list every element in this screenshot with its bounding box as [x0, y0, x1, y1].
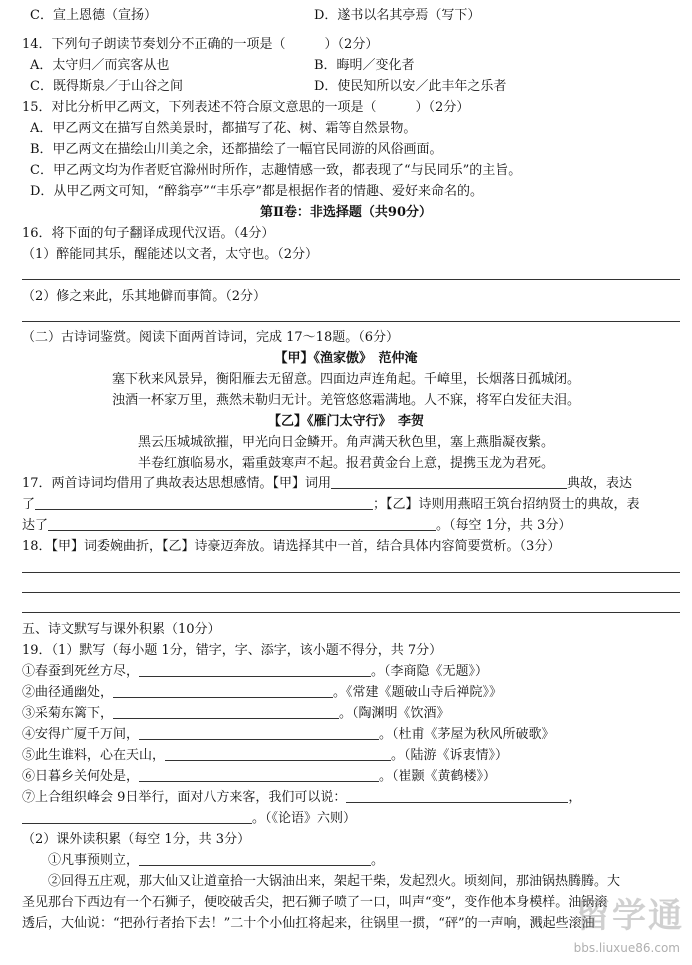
q17-text6: 。（每空 1分，共 3分）	[436, 518, 572, 533]
q16-stem: 16．将下面的句子翻译成现代汉语。（4分）	[22, 226, 275, 241]
blank-field[interactable]	[139, 767, 379, 782]
recite-item-1	[22, 662, 680, 682]
q16-sub1: （1）醉能同其乐，醒能述以文者，太守也。（2分）	[22, 247, 319, 262]
reading-passage-line1: ②回得五庄观，那大仙又让道童拾一大锅油出来，架起干柴，发起烈火。顷刻间，那油锅热腾腾。大	[48, 874, 621, 889]
watermark-url: bbs.liuxue86.com	[573, 941, 680, 955]
q13-options-row	[22, 6, 680, 26]
recite-item-4-prompt: ④安得广厦千万间，	[22, 727, 140, 742]
q14-options-cd	[22, 77, 680, 97]
sub2-title: （2）课外读积累（每空 1分，共 3分）	[22, 832, 251, 847]
q15-option-c: C．甲乙两文均为作者贬官滁州时所作，志趣情感一致，都表现了“与民同乐”的主旨。	[30, 163, 522, 178]
answer-line[interactable]	[22, 592, 680, 593]
blank-field[interactable]	[113, 683, 333, 698]
q14-option-a: A．太守归／而宾客从也	[30, 58, 170, 73]
recite-item-3-prompt: ③采菊东篱下，	[22, 706, 114, 721]
recite-item-6-source: 。（崔颢《黄鹤楼》）	[379, 769, 497, 784]
q17-text5: 达了	[22, 518, 49, 533]
recite-item-5-source: 。（陆游《诉衷情》）	[391, 748, 509, 763]
recite-item-3	[22, 704, 680, 724]
reading-item-1-end: 。	[371, 853, 385, 868]
poem-a-line1: 塞下秋来风景异，衡阳雁去无留意。四面边声连角起。千嶂里，长烟落日孤城闭。	[111, 372, 580, 387]
q17-text4: ；【乙】诗则用燕昭王筑台招纳贤士的典故，表	[373, 497, 640, 512]
recite-item-1-prompt: ①春蚕到死丝方尽，	[22, 664, 140, 679]
recite-item-7-source: 。（《论语》六则）	[252, 811, 357, 826]
recite-item-7-prompt: ⑦上合组织峰会 9日举行，面对八方来客，我们可以说：	[22, 790, 347, 805]
recite-item-2	[22, 683, 680, 703]
poem-a-title: 【甲】《渔家傲》 范仲淹	[274, 351, 418, 366]
recite-item-3-source: 。（陶渊明《饮酒》	[339, 706, 450, 721]
answer-line[interactable]	[22, 279, 680, 280]
q17-line1	[22, 474, 680, 494]
watermark-text: 留学通	[576, 896, 684, 936]
recite-item-4-source: 。（杜甫《茅屋为秋风所破歌》	[379, 727, 555, 742]
q18-stem: 18．【甲】词委婉曲折，【乙】诗豪迈奔放。请选择其中一首，结合具体内容简要赏析。（3分）	[22, 539, 561, 554]
blank-field[interactable]	[22, 809, 252, 824]
q14-option-d: D．使民知所以安／此丰年之乐者	[314, 79, 507, 94]
q15-stem: 15．对比分析甲乙两文，下列表述不符合原文意思的一项是（ ）（2分）	[22, 100, 470, 115]
blank-field[interactable]	[139, 725, 379, 740]
q15-option-a: A．甲乙两文在描写自然美景时，都描写了花、树、霜等自然景物。	[30, 121, 417, 136]
recite-item-5	[22, 746, 680, 766]
q13-option-c: C．宣上恩德（宣扬）	[30, 8, 157, 23]
poem-b-line2: 半卷红旗临易水，霜重鼓寒声不起。报君黄金台上意，提携玉龙为君死。	[137, 456, 554, 471]
q14-option-c: C．既得斯泉／于山谷之间	[30, 79, 183, 94]
recite-item-2-source: 。《常建《题破山寺后禅院》》	[333, 685, 503, 700]
answer-line[interactable]	[22, 612, 680, 613]
poem-a-line2: 浊酒一杯家万里，燕然未勒归无计。羌管悠悠霜满地。人不寐，将军白发征夫泪。	[111, 393, 580, 408]
q16-sub2: （2）修之来此，乐其地僻而事简。（2分）	[22, 289, 267, 304]
recite-item-5-prompt: ⑤此生谁料，心在天山，	[22, 748, 166, 763]
q14-options-ab	[22, 56, 680, 76]
blank-field[interactable]	[139, 662, 371, 677]
blank-field[interactable]	[139, 851, 371, 866]
reading-passage-line2: 圣见那台下西边有一个石狮子，便咬破舌尖，把石狮子喷了一口，叫声“变”，变作他本身模样。油锅滚	[22, 895, 608, 910]
part2-title: 第Ⅱ卷：非选择题（共90分）	[259, 205, 433, 220]
section2-title: （二）古诗词鉴赏。阅读下面两首诗词，完成 17～18题。（6分）	[22, 330, 399, 345]
q15-option-d: D．从甲乙两文可知，“醉翁亭”“丰乐亭”都是根据作者的情趣、爱好来命名的。	[30, 184, 484, 199]
q13-option-d: D．遂书以名其亭焉（写下）	[314, 8, 481, 23]
blank-field[interactable]	[35, 495, 373, 510]
answer-line[interactable]	[22, 572, 680, 573]
poem-b-line1: 黑云压城城欲摧，甲光向日金鳞开。角声满天秋色里，塞上燕脂凝夜紫。	[137, 435, 554, 450]
blank-field[interactable]	[113, 704, 339, 719]
recite-item-7-cont	[22, 809, 680, 829]
recite-item-2-prompt: ②曲径通幽处，	[22, 685, 114, 700]
q17-text3: 了	[22, 497, 36, 512]
q14-option-b: B．晦明／变化者	[314, 58, 415, 73]
reading-item-1	[48, 851, 680, 871]
q15-option-b: B．甲乙两文在描绘山川美之余，还都描绘了一幅官民同游的风俗画面。	[30, 142, 443, 157]
q19-stem: 19．（1）默写（每小题 1分，错字，字、添字，该小题不得分，共 7分）	[22, 643, 443, 658]
answer-line[interactable]	[22, 321, 680, 322]
blank-field[interactable]	[331, 474, 567, 489]
blank-field[interactable]	[165, 746, 391, 761]
blank-field[interactable]	[48, 516, 436, 531]
recite-item-1-source: 。（李商隐《无题》）	[371, 664, 489, 679]
reading-passage-line3: 透后，大仙说：“把孙行者抬下去！”二十个小仙扛将起来，往锅里一掼，“砰”的一声响，溅起些滚油	[22, 916, 595, 931]
q17-text2: 典故，表达	[567, 476, 633, 491]
q17-text1: 17．两首诗词均借用了典故表达思想感情。【甲】词用	[22, 476, 332, 491]
recite-item-6	[22, 767, 680, 787]
recite-item-4	[22, 725, 680, 745]
q17-line2	[22, 495, 680, 515]
recite-item-7-comma: ，	[568, 790, 582, 805]
q17-line3	[22, 516, 680, 536]
blank-field[interactable]	[346, 788, 568, 803]
q14-stem: 14．下列句子朗读节奏划分不正确的一项是（ ）（2分）	[22, 37, 379, 52]
section5-title: 五、诗文默写与课外积累（10分）	[22, 622, 221, 637]
recite-item-6-prompt: ⑥日暮乡关何处是，	[22, 769, 140, 784]
reading-item-1-prompt: ①凡事预则立，	[48, 853, 140, 868]
poem-b-title: 【乙】《雁门太守行》 李贺	[267, 414, 424, 429]
recite-item-7	[22, 788, 680, 808]
